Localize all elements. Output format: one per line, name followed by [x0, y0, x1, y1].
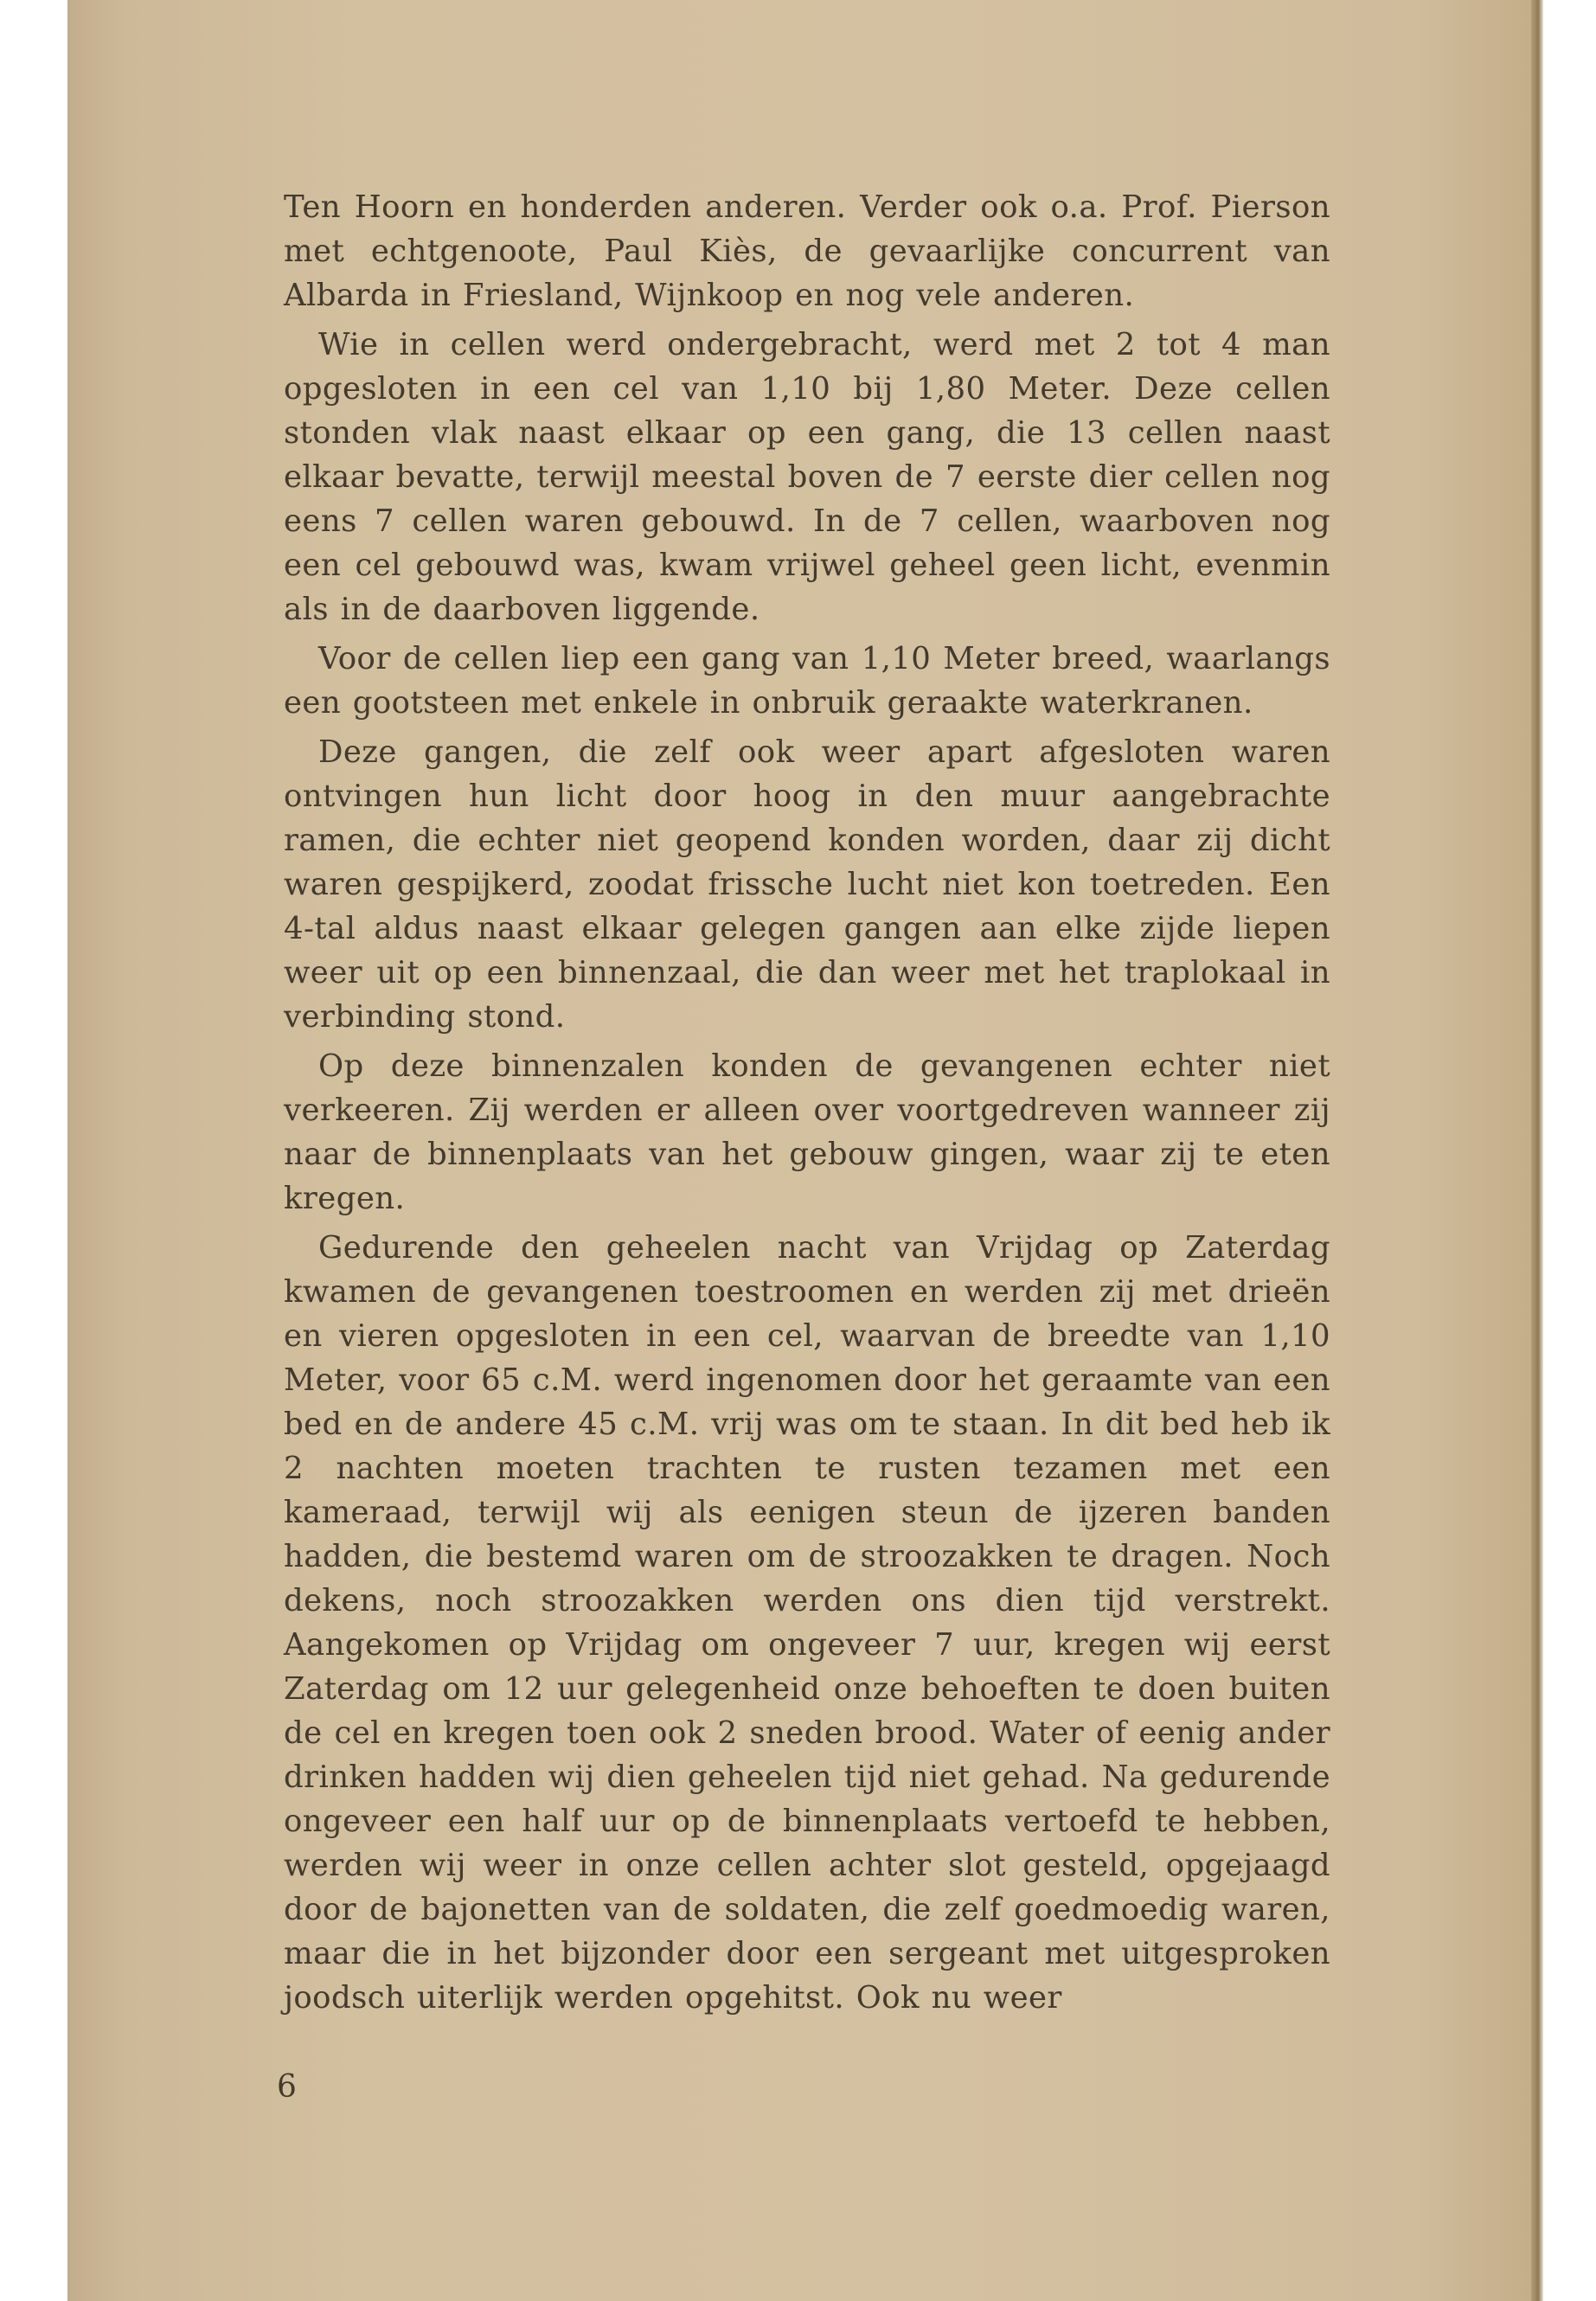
paragraph-2: Wie in cellen werd ondergebracht, werd met 2 tot 4 man opgesloten in een cel van 1,10 bij 1,80 Meter. Deze cellen stonden vlak naast elkaar op een gang, die 13 cellen naast elkaar bevatte, terwijl meestal boven de 7 eerste dier cellen nog eens 7 cellen waren gebouwd. In de 7 cellen, waarboven nog een cel gebouwd was, kwam vrijwel geheel geen licht, evenmin als in de daarboven liggende.: [284, 327, 1330, 627]
paragraph-1: Ten Hoorn en honderden anderen. Verder ook o.a. Prof. Pierson met echtgenoote, Paul Kiès, de gevaarlijke concurrent van Albarda in Friesland, Wijnkoop en nog vele anderen.: [284, 189, 1330, 313]
paragraph-5: Op deze binnenzalen konden de gevangenen echter niet verkeeren. Zij werden er alleen over voortgedreven wanneer zij naar de binnenplaats van het gebouw gingen, waar zij te eten kregen.: [284, 1048, 1330, 1216]
page-edge: [1531, 0, 1543, 2301]
body-text: [284, 185, 1330, 2025]
page-number: 6: [277, 2069, 297, 2105]
paragraph-4: Deze gangen, die zelf ook weer apart afgesloten waren ontvingen hun licht door hoog in den muur aangebrachte ramen, die echter niet geopend konden worden, daar zij dicht waren gespijkerd, zoodat frissche lucht niet kon toetreden. Een 4-tal aldus naast elkaar gelegen gangen aan elke zijde liepen weer uit op een binnenzaal, die dan weer met het traplokaal in verbinding stond.: [284, 734, 1330, 1035]
paragraph-3: Voor de cellen liep een gang van 1,10 Meter breed, waarlangs een gootsteen met enkele in onbruik geraakte waterkranen.: [284, 641, 1330, 721]
paragraph-6: Gedurende den geheelen nacht van Vrijdag op Zaterdag kwamen de gevangenen toestroomen en werden zij met drieën en vieren opgesloten in een cel, waarvan de breedte van 1,10 Meter, voor 65 c.M. werd ingenomen door het geraamte van een bed en de andere 45 c.M. vrij was om te staan. In dit bed heb ik 2 nachten moeten trachten te rusten tezamen met een kameraad, terwijl wij als eenigen steun de ijzeren banden hadden, die bestemd waren om de stroozakken te dragen. Noch dekens, noch stroozakken werden ons dien tijd verstrekt. Aangekomen op Vrijdag om ongeveer 7 uur, kregen wij eerst Zaterdag om 12 uur gelegenheid onze behoeften te doen buiten de cel en kregen toen ook 2 sneden brood. Water of eenig ander drinken hadden wij dien geheelen tijd niet gehad. Na gedurende ongeveer een half uur op de binnenplaats vertoefd te hebben, werden wij weer in onze cellen achter slot gesteld, opgejaagd door de bajonetten van de soldaten, die zelf goedmoedig waren, maar die in het bijzonder door een sergeant met uitgesproken joodsch uiterlijk werden opgehitst. Ook nu weer: [284, 1230, 1330, 2016]
